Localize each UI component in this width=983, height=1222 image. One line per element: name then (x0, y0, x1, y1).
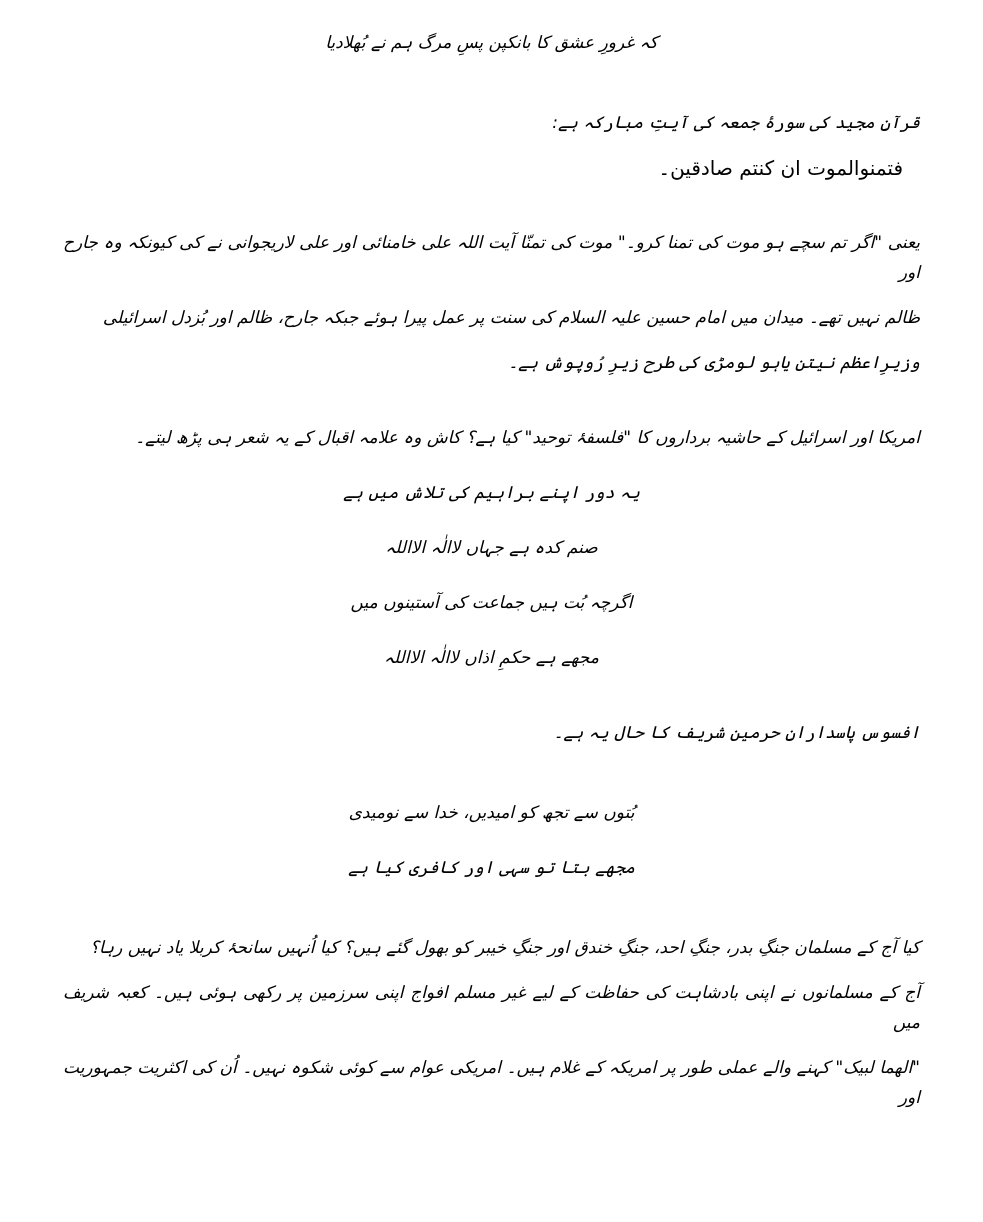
paragraph1-line3: وزیرِاعظم نیتن یاہو لومڑی کی طرح زیرِ رُوپوش ہے۔ (508, 353, 920, 373)
poem2-line1: بُتوں سے تجھ کو امیدیں، خدا سے نومیدی (348, 803, 635, 823)
poem1-line3: اگرچہ بُت ہیں جماعت کی آستینوں میں (350, 593, 633, 613)
paragraph4-line3: "الھما لبیک" کہنے والے عملی طور پر امریکہ کے غلام ہیں۔ امریکی عوام سے کوئی شکوہ نہیں۔ اُن کی اکثریت جمہوریت اور (63, 1058, 920, 1108)
paragraph2: امریکا اور اسرائیل کے حاشیہ برداروں کا "فلسفۂ توحید" کیا ہے؟ کاش وہ علامہ اقبال کے یہ شعر ہی پڑھ لیتے۔ (135, 428, 920, 448)
paragraph3: افسوس پاسدارانِ حرمین شریف کا حال یہ ہے۔ (553, 723, 920, 743)
paragraph1-line1: یعنی "اگر تم سچے ہو موت کی تمنا کرو۔" موت کی تمنّا آیت اللہ علی خامنائی اور علی لاریجوانی نے کی کیونکہ وہ جارح اور (63, 233, 920, 283)
paragraph4-line1: کیا آج کے مسلمان جنگِ بدر، جنگِ احد، جنگِ خندق اور جنگِ خیبر کو بھول گئے ہیں؟ کیا اُنہیں سانحۂ کربلا یاد نہیں رہا؟ (89, 938, 920, 958)
paragraph4-line2: آج کے مسلمانوں نے اپنی بادشاہت کی حفاظت کے لیے غیر مسلم افواج اپنی سرزمین پر رکھی ہوئی ہیں۔ کعبہ شریف میں (63, 983, 920, 1033)
poem2-line2: مجھے بتا تو سہی اور کافری کیا ہے (348, 858, 635, 878)
poem1-line4: مجھے ہے حکمِ اذاں لاالٰہ الااللہ (384, 648, 599, 668)
intro-line: قرآنِ مجید کی سورۂ جمعہ کی آیتِ مبارکہ ہے: (552, 113, 920, 133)
opening-verse: کہ غرورِ عشق کا بانکپن پسِ مرگ ہم نے بُھلادیا (325, 33, 658, 53)
quran-quote: فتمنوالموت ان کنتم صادقین۔ (658, 156, 903, 180)
poem1-line2: صنم کدہ ہے جہاں لاالٰہ الااللہ (385, 538, 598, 558)
paragraph1-line2: ظالم نہیں تھے۔ میدان میں امام حسین علیہ السلام کی سنت پر عمل پیرا ہوئے جبکہ جارح، ظالم اور بُزدل اسرائیلی (102, 308, 920, 328)
poem1-line1: یہ دور اپنے براہیم کی تلاش میں ہے (343, 483, 640, 503)
